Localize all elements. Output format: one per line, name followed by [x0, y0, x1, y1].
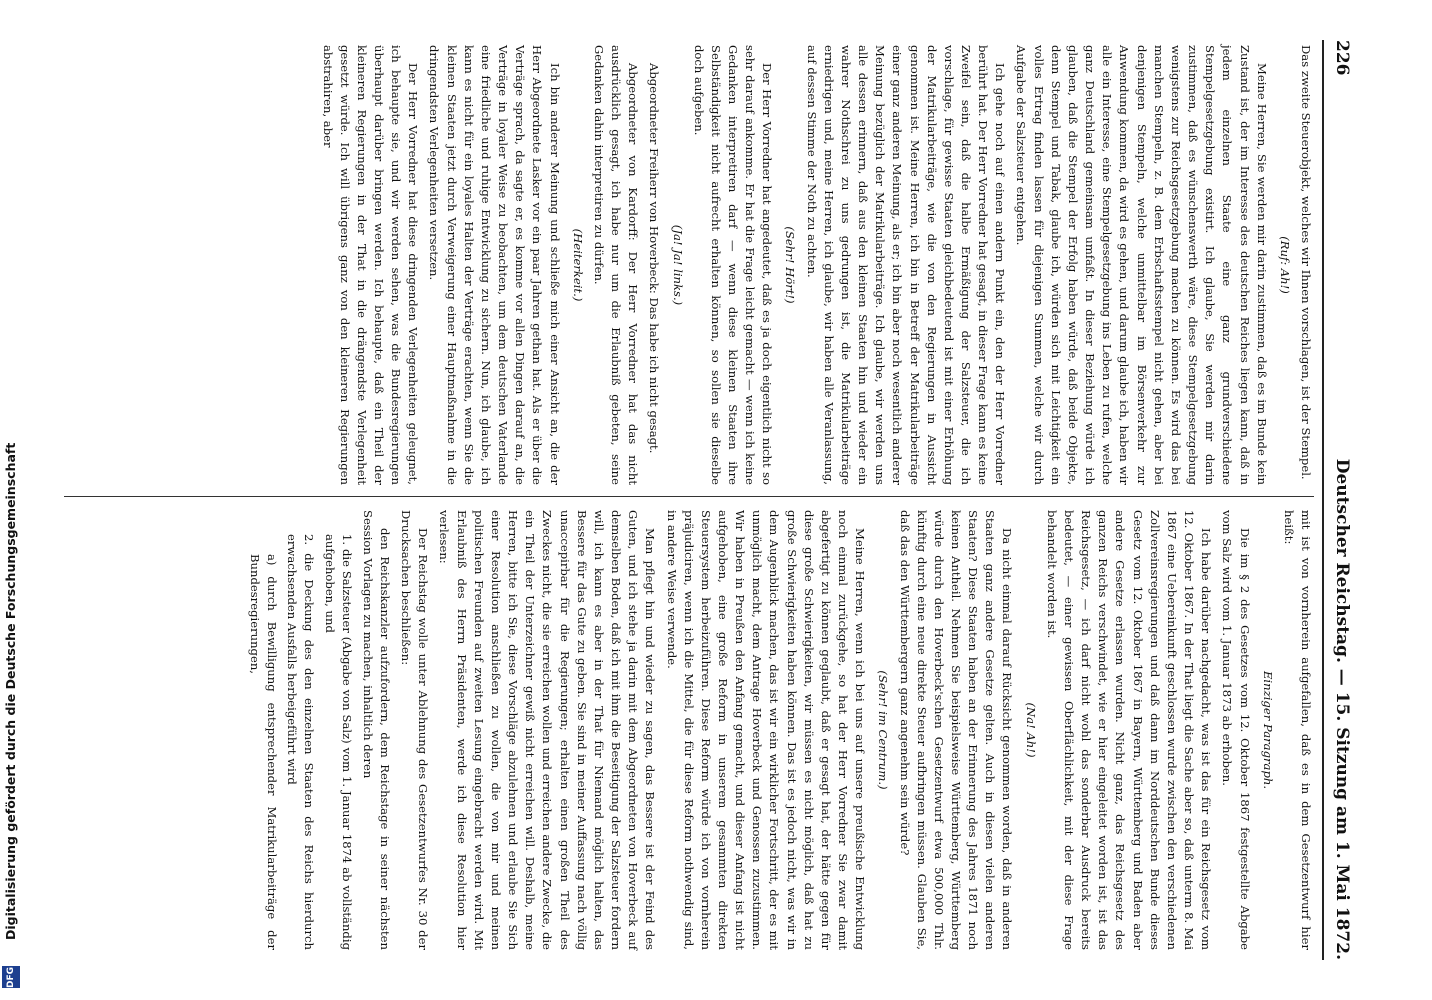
page-header [1322, 40, 1354, 960]
paragraph: Ich bin anderer Meinung und schließe mich einer Ansicht an, die der Herr Abgeordnete Lasker vor ein paar Jahren gethan hat. Als er über die Verträge sprach, da sagte er, es komme vor allen Dingen darauf an, die Verträge in loyaler Weise zu beobachten, um dem deutschen Vaterlande eine friedliche und ruhige Entwicklung zu sichern. Nun, ich glaube, ich kann es nicht für ein loyales Halten der Verträge erachten, wenn Sie die kleinen Staaten jetzt durch Verweigerung einer Hauptmaßnahme in die dringendsten Verlegenheiten versetzen. [427, 45, 562, 485]
paragraph: Man pflegt hin und wieder zu sagen, das Bessere ist der Feind des Guten, und ich stehe ja darin mit dem Abgeordneten von Hoverbeck auf demselben Boden, daß ich mit ihm die Beseitigung der Salzsteuer fordern will, ich kann es aber in der That für Niemand möglich halten, das Bessere für das Gute zu geben. Sie sind in meiner Auffassung nach völlig unaccepirbar für die Regierungen; erhalten einen großen Theil des Zweckes nicht, die sie erreichen wollen und erreichen andere Zwecke, die ein Theil der Unterzeichner gewiß nicht erreichen will. Deshalb, meine Herren, bitte ich Sie, diese Vorschläge abzulehnen und erlaube Sie Sich einer Resolution anschließen zu wollen, die von mir und meinen politischen Freunden auf zweiten Lesung eingebracht werden wird. Mit Erlaubniß des Herrn Präsidenten, werde ich diese Resolution hier verlesen: [437, 510, 658, 950]
list-item: 1. die Salzsteuer (Abgabe von Salz) vom 1. Januar 1874 ab vollständig aufgehoben, und [322, 534, 354, 950]
list-subitem: a) durch Bewilligung entsprechender Matrikularbeiträge der Bundesregierungen, [247, 554, 280, 950]
interjection: (Heiterkeit.) [570, 228, 585, 302]
paragraph: den Reichskanzler aufzufordern, dem Reichstage in seiner nächsten Session Vorlagen zu machen, inhaltlich deren [360, 510, 393, 950]
left-column [314, 45, 1314, 485]
interjection: (Na! Ah!) [1023, 702, 1038, 758]
list-item: 2. die Deckung des den einzelnen Staaten des Reichs hierdurch erwachsenden Ausfalls herbeigeführt wird [285, 534, 317, 950]
interjection: (Ruf: Ah!) [1277, 236, 1292, 294]
paragraph: Abgeordneter Freiherr von Hoverbeck: Das habe ich nicht gesagt. [647, 63, 662, 454]
paragraph: Ich habe darüber nachgedacht, was ist das für ein Reichsgesetz vom 12. Oktober 1867. In der That liegt die Sache aber so, daß unterm 8. Mai 1867 eine Uebereinkunft geschlossen wurde zwischen den verschiedenen Zollvereinsregierungen und daß dann im Norddeutschen Bunde dieses Gesetz vom 12. Oktober 1867 in Bayern, Württemberg und Baden aber andere Gesetze erlassen wurden. Nicht ganz, das Reichsgesetz des ganzen Reichs verschwindet, wie er hier eingeleitet worden ist, ist das Reichsgesetz, — ich darf nicht wohl das sonderbar Ausdruck bereits bedeutet, — einer gewissen Oberflächlichkeit, mit der diese Frage behandelt worden ist. [1044, 510, 1214, 950]
paragraph: Abgeordneter von Kardorff: Der Herr Vorredner hat das nicht ausdrücklich gesagt, ich habe nur um die Erlaubniß gebeten, seine Gedanken dahin interpretiren zu dürfen. [591, 45, 641, 485]
right-column [243, 510, 1314, 950]
interjection: Einziger Paragraph. [1260, 670, 1275, 790]
interjection: (Sehr! Hört!) [783, 226, 798, 304]
paragraph: Der Herr Vorredner hat angedeutet, daß es ja doch eigentlich nicht so sehr darauf ankomme. Er hat die Frage leicht gemacht — wenn ich keine Gedanken interpretiren darf — wenn diese kleinen Staaten ihre Selbständigkeit nicht aufrecht erhalten können, so sollen sie dieselbe doch aufgeben. [691, 45, 775, 485]
scan-mark [628, 994, 668, 1000]
interjection: (Ja! Ja! links.) [670, 224, 685, 306]
page-number: 226 [1332, 40, 1352, 76]
paragraph: Das zweite Steuerobjekt, welches wir Ihnen vorschlagen, ist der Stempel. [1299, 45, 1313, 480]
column-divider [64, 496, 1314, 497]
digitization-note: Digitalisierung gefördert durch die Deutsche Forschungsgemeinschaft [3, 442, 18, 940]
paragraph: Ich gehe noch auf einen andern Punkt ein, den der Herr Vorredner berührt hat. Der Herr Vorredner hat gesagt, in dieser Frage kann es keine Zweifel sein, daß die halbe Ermäßigung der Salzsteuer, die ich vorschlage, für gewisse Staaten gleichbedeutend ist mit einer Erhöhung der Matrikularbeiträge, wie die von den Regierungen in Aussicht genommen ist. Meine Herren, ich bin in Betreff der Matrikularbeiträge einer ganz anderen Meinung, als er; ich bin aber noch wesentlich anderer Meinung bezüglich der Matrikularbeiträge. Ich glaube, wir werden uns alle dessen erinnern, daß aus den kleinen Staaten hin und wieder ein wahrer Nothschrei zu uns gedrungen ist, die Matrikularbeiträge erniedrigen und, meine Herren, ich glaube, wir haben alle Veranlassung, auf dessen Stimme der Noth zu achten. [804, 45, 1008, 485]
paragraph: Meine Herren, Sie werden mir darin zustimmen, daß es im Bunde kein Zustand ist, der im Interesse des deutschen Reiches liegen kann, daß in jedem einzelnen Staate eine ganz grundverschiedene Stempelgesetzgebung existirt. Ich glaube, Sie werden mir darin zustimmen, daß es wünschenswerth wäre, diese Stempelgesetzgebung wenigstens zur Reichsgesetzgebung machen zu können. Es wird das bei manchen Stempeln, z. B. dem Erbschaftsstempel nicht gehen, aber bei denjenigen Stempeln, welche unmittelbar im Börsenverkehr zur Anwendung kommen, da wird es gehen, und darum glaube ich, haben wir alle ein Interesse, eine Stempelgesetzgebung ins Leben zu rufen, welche ganz Deutschland gemeinsam umfaßt. In dieser Beziehung würde ich glauben, daß die Stempel der Erfolg haben würde, daß beide Objekte, denn Stempel und Tabak, glaube ich, würden sich mit Leichtigkeit ein volles Ertrag finden lassen für diejenigen Summen, welche wir durch Aufgabe der Salzsteuer entgehen. [1014, 45, 1269, 485]
paragraph: Der Reichstag wolle unter Ablehnung des Gesetzentwurfes Nr. 30 der Drucksachen beschließen: [399, 510, 431, 950]
paragraph: Da nicht einmal darauf Rücksicht genommen worden, daß in anderen Staaten ganz andere Gesetze gelten. Auch in diesen vielen anderen Staaten? Diese Staaten haben an der Erinnerung des Jahres 1871 noch keinen Antheil. Nehmen Sie beispielsweise Württemberg, Württemberg würde durch den Hoverbeck'schen Gesetzentwurf etwa 500,000 Thlr. künftig durch eine neue direkte Steuer aufbringen müssen. Glauben Sie, daß das den Württembergern ganz angenehm sein würde? [897, 510, 1015, 950]
paragraph: mit ist von vornherein aufgefallen, daß es in dem Gesetzentwurf hier heißt: [1281, 510, 1313, 950]
running-title: Deutscher Reichstag. — 15. Sitzung am 1. Mai 1872. [1332, 458, 1352, 960]
paragraph: Die im § 2 des Gesetzes vom 12. Oktober 1867 festgestellte Abgabe vom Salz wird vom 1. Januar 1873 ab erhoben. [1220, 510, 1252, 950]
paragraph: Meine Herren, wenn ich bei uns auf unsere preußische Entwicklung noch einmal zurückgehe, so hat der Herr Vorredner Sie zwar damit abgefertigt zu können geglaubt, daß er gesagt hat, der hätte gegen für diese große Schwierigkeiten, wir müssen es nicht möglich, daß hat zu große Schwierigkeiten haben können. Das ist es jedoch nicht, was wir in dem Augenblick machen, das ist wir ein wirklicher Fortschritt, der es mit unmöglich macht, dem Antrage Hoverbeck und Genossen zuzustimmen. Wir haben in Preußen den Anfang gemacht, und dieser Anfang ist nicht aufgehoben, eine große Reform in unserem gesammten direkten Steuersystem herbeizuführen. Diese Reform würde ich von vornherein präjudiciren, wenn ich die Mittel, die für diese Reform nothwendig sind, in andere Weise verwende. [664, 510, 868, 950]
interjection: (Sehr! im Centrum.) [876, 670, 891, 790]
dfg-logo: DFG [2, 966, 20, 988]
paragraph: Der Herr Vorredner hat diese dringenden Verlegenheiten geleugnet, ich behaupte sie, und wir werden sehen, was die Bundesregierungen überhaupt darüber bringen werden. Ich behaupte, daß ein Theil der kleineren Regierungen in der That in die drängendste Verlegenheit gesetzt würde. Ich will übrigens ganz von den kleineren Regierungen abstrahiren, aber [320, 45, 421, 485]
